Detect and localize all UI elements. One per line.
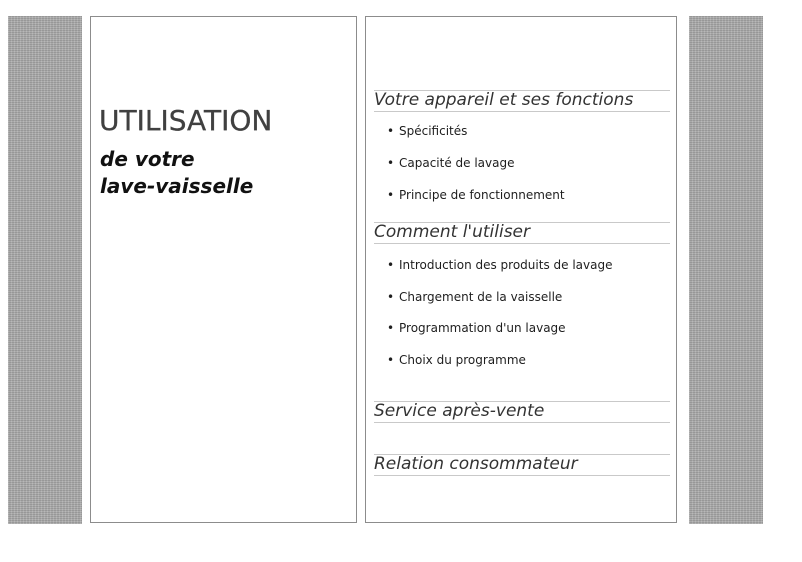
cover-panel (90, 16, 357, 523)
list-item (387, 353, 526, 367)
list-item-label: Programmation d'un lavage (399, 321, 566, 335)
list-item (387, 188, 565, 202)
page-title: UTILISATION (99, 104, 273, 137)
list-item (387, 156, 515, 170)
section-heading: Votre appareil et ses fonctions (374, 90, 634, 110)
bullet-icon: • (387, 124, 395, 138)
bullet-icon: • (387, 258, 395, 272)
list-item-label: Choix du programme (399, 353, 526, 367)
subtitle-line-2: lave-vaisselle (100, 174, 254, 198)
subtitle-line-1: de votre (100, 147, 195, 171)
section-header-relation (374, 454, 670, 476)
right-grey-strip (689, 16, 763, 524)
section-header-appareil (374, 90, 670, 112)
list-item (387, 258, 612, 272)
section-heading: Comment l'utiliser (374, 222, 531, 242)
bullet-icon: • (387, 353, 395, 367)
bullet-icon: • (387, 290, 395, 304)
contents-panel (365, 16, 677, 523)
left-grey-strip (8, 16, 82, 524)
section-heading: Service après-vente (374, 401, 545, 421)
bullet-icon: • (387, 188, 395, 202)
section-header-utiliser (374, 222, 670, 244)
section-heading: Relation consommateur (374, 454, 578, 474)
bullet-icon: • (387, 156, 395, 170)
list-item-label: Introduction des produits de lavage (399, 258, 613, 272)
list-item-label: Capacité de lavage (399, 156, 515, 170)
list-item (387, 290, 562, 304)
list-item (387, 124, 467, 138)
list-item-label: Chargement de la vaisselle (399, 290, 563, 304)
bullet-icon: • (387, 321, 395, 335)
list-item (387, 321, 566, 335)
list-item-label: Spécificités (399, 124, 468, 138)
section-header-service (374, 401, 670, 423)
list-item-label: Principe de fonctionnement (399, 188, 565, 202)
